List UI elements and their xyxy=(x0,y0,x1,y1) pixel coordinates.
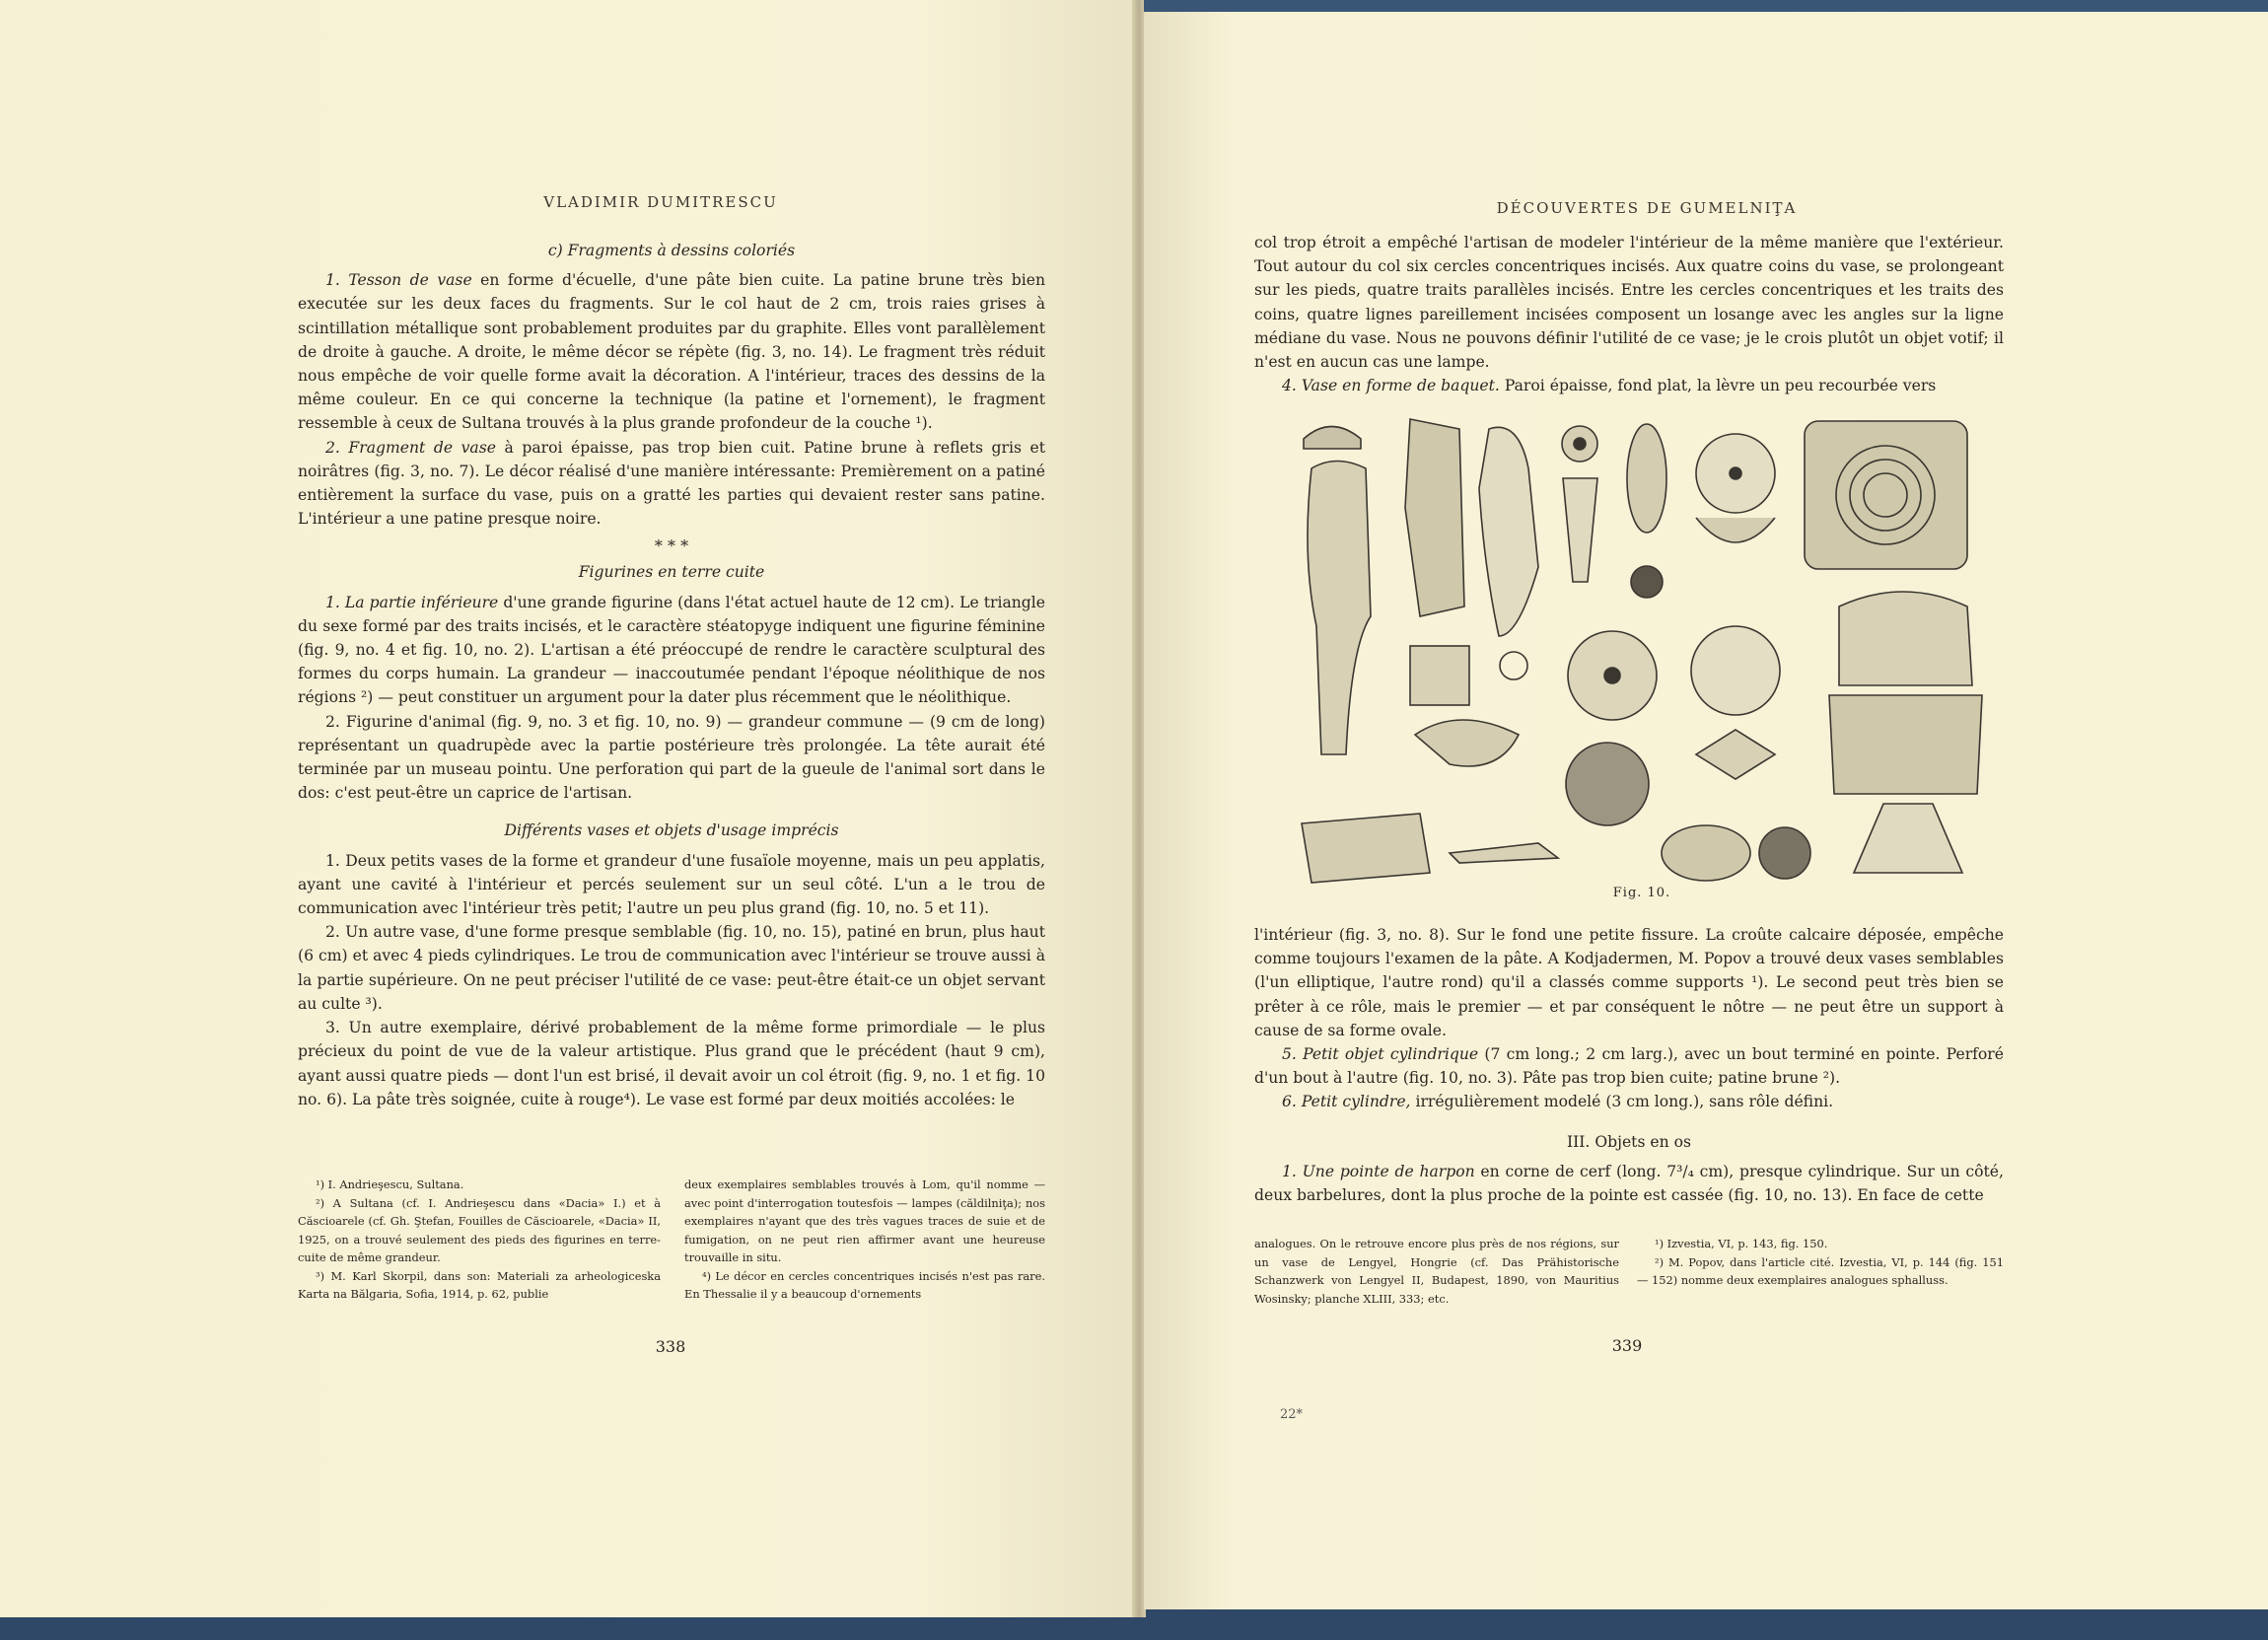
footnotes-left-col1: ¹) I. Andrieşescu, Sultana. ²) A Sultana (cf. I. Andrieşescu dans «Dacia» I.) et à Căscioarele (cf. Gh. Ştefan, Fouilles de Căscioarele, «Dacia» II, 1925, on a trouvé seulement des pieds des figurines en terre-cuite de même grandeur. ³) M. Karl Skorpil, dans son: Materiali za arheologiceska Karta na Bălgaria, Sofia, 1914, p. 62, publie xyxy=(298,1177,661,1301)
printer-signature: 22* xyxy=(1280,1407,1304,1422)
right-page xyxy=(1144,12,2268,1609)
objets-title: III. Objets en os xyxy=(1566,1132,1692,1151)
page-number-right: 339 xyxy=(1611,1336,1643,1355)
paragraph: 1. La partie inférieure d'une grande figurine (dans l'état actuel haute de 12 cm). Le triangle du sexe formé par des traits incisés, et le caractère stéatopyge indiquent une figurine féminine (fig. 9, no. 4 et fig. 10, no. 2). L'artisan a été préoccupé de rendre le caractère sculptural des formes du corps humain. La grandeur — inaccoutumée pendant l'époque néolithique de nos régions ²) — peut constituer un argument pour la dater plus récemment que le néolithique. xyxy=(298,593,1046,707)
paragraph: 1. Tesson de vase en forme d'écuelle, d'une pâte bien cuite. La patine brune très bien executée sur les deux faces du fragments. Sur le col haut de 2 cm, trois raies grises à scintillation métallique sont probablement produites par du graphite. Elles vont parallèlement de droite à gauche. A droite, le même décor se répète (fig. 3, no. 14). Le fragment très réduit nous empêche de voir quelle forme avait la décoration. A l'intérieur, traces des dessins de la même couleur. En ce qui concerne la technique (la patine et l'ornement), le fragment ressemble à ceux de Sultana trouvés à la plus grande profondeur de la couche ¹). xyxy=(298,271,1045,433)
figure-caption: Fig. 10. xyxy=(1612,886,1671,900)
right-top-text: col trop étroit a empêché l'artisan de modeler l'intérieur de la même manière que l'extérieur. Tout autour du col six cercles concentriques incisés. Aux quatre coins du vase, se prolongeant sur les pieds, quatre traits parallèles incisés. Entre les cercles concentriques et les traits des coins, quatre lignes pareillement incisées composent un losange avec les angles sur la ligne médiane du vase. Nous ne pouvons définir l'utilité de ce vase; je le crois plutôt un objet votif; il n'est en aucun cas une lampe. 4. Vase en forme de baquet. Paroi épaisse, fond plat, la lèvre un peu recourbée vers xyxy=(1254,234,2004,395)
vases-title: Différents vases et objets d'usage imprécis xyxy=(504,821,839,840)
paragraph: 3. Un autre exemplaire, dérivé probablement de la même forme primordiale — le plus précieux du point de vue de la valeur artistique. Plus grand que le précédent (haut 9 cm), ayant aussi quatre pieds — dont l'un est brisé, il devait avoir un col étroit (fig. 9, no. 1 et fig. 10 no. 6). La pâte très soignée, cuite à rouge⁴). Le vase est formé par deux moitiés accolées: le xyxy=(298,1019,1045,1108)
footnotes-right-col2: ¹) Izvestia, VI, p. 143, fig. 150. ²) M. Popov, dans l'article cité. Izvestia, VI, p. 144 (fig. 151 — 152) nomme deux exemplaires analogues sphalluss. xyxy=(1637,1237,2004,1287)
separator-stars: * * * xyxy=(654,536,689,556)
left-column xyxy=(298,231,1045,1111)
footnotes-right-col1: analogues. On le retrouve encore plus près de nos régions, sur un vase de Lengyel, Hongrie (cf. Das Prähistorische Schanzwerk von Lengyel II, Budapest, 1890, von Mauritius Wosinsky; planche XLIII, 333; etc. xyxy=(1254,1237,1619,1306)
paragraph: 1. Deux petits vases de la forme et grandeur d'une fusaïole moyenne, mais un peu applatis, ayant une cavité à l'intérieur et percés seulement sur un seul côté. L'un a le trou de communication avec l'intérieur très petit; l'autre un peu plus grand (fig. 10, no. 5 et 11). xyxy=(298,851,1045,918)
running-head-right: DÉCOUVERTES DE GUMELNIŢA xyxy=(1496,199,1798,217)
paragraph: 2. Figurine d'animal (fig. 9, no. 3 et fig. 10, no. 9) — grandeur commune — (9 cm de long) représentant un quadrupède avec la partie postérieure très prolongée. La tête aurait été terminée par un museau pointu. Une perforation qui part de la gueule de l'animal sort dans le dos: c'est peut-être un caprice de l'artisan. xyxy=(298,712,1045,803)
figurines-title: Figurines en terre cuite xyxy=(578,563,765,582)
footnotes-left-col2: deux exemplaires semblables trouvés à Lom, qu'il nomme — avec point d'interrogation toutesfois — lampes (căldilniţa); nos exemplaires n'ayant que des très vagues traces de suie et de fumigation, on ne peut rien affirmer avant une heureuse trouvaille in situ. ⁴) Le décor en cercles concentriques incisés n'est pas rare. En Thessalie il y a beaucoup d'ornements xyxy=(684,1177,1045,1301)
paragraph: 2. Fragment de vase à paroi épaisse, pas trop bien cuit. Patine brune à reflets gris et noirâtres (fig. 3, no. 7). Le décor réalisé d'une manière intéressante: Premièrement on a patiné entièrement la surface du vase, puis on a gratté les parties qui devaient rester sans patine. L'intérieur a une patine presque noire. xyxy=(298,438,1045,529)
right-bottom-text: l'intérieur (fig. 3, no. 8). Sur le fond une petite fissure. La croûte calcaire déposée, empêche comme toujours l'examen de la pâte. A Kodjadermen, M. Popov a trouvé deux vases semblables (l'un elliptique, l'autre rond) qu'il a classés comme supports ¹). Le second peut très bien se prêter à ce rôle, mais le premier — et par conséquent le nôtre — ne peut être un support à cause de sa forme ovale. 5. Petit objet cylindrique (7 cm long.; 2 cm larg.), avec un bout terminé en pointe. Perforé d'un bout à l'autre (fig. 10, no. 3). Pâte pas trop bien cuite; patine brune ²). 6. Petit cylindre, irrégulièrement modelé (3 cm long.), sans rôle défini. III. Objets en os 1. Une pointe de harpon en corne de cerf (long. 7³/₄ cm), presque cylindrique. Sur un côté, deux barbelures, dont la plus proche de la pointe est cassée (fig. 10, no. 13). En face de cette xyxy=(1254,926,2004,1205)
running-head-left: VLADIMIR DUMITRESCU xyxy=(543,193,778,211)
page-number-left: 338 xyxy=(655,1337,686,1356)
left-page xyxy=(0,0,1134,1617)
section-c-title: c) Fragments à dessins coloriés xyxy=(547,242,796,259)
figure-10-artifacts xyxy=(1292,409,1992,897)
paragraph: 2. Un autre vase, d'une forme presque semblable (fig. 10, no. 15), patiné en brun, plus haut (6 cm) et avec 4 pieds cylindriques. Le trou de communication avec l'intérieur se trouve aussi à la partie supérieure. On ne peut préciser l'utilité de ce vase: peut-être était-ce un objet servant au culte ³). xyxy=(298,923,1045,1013)
